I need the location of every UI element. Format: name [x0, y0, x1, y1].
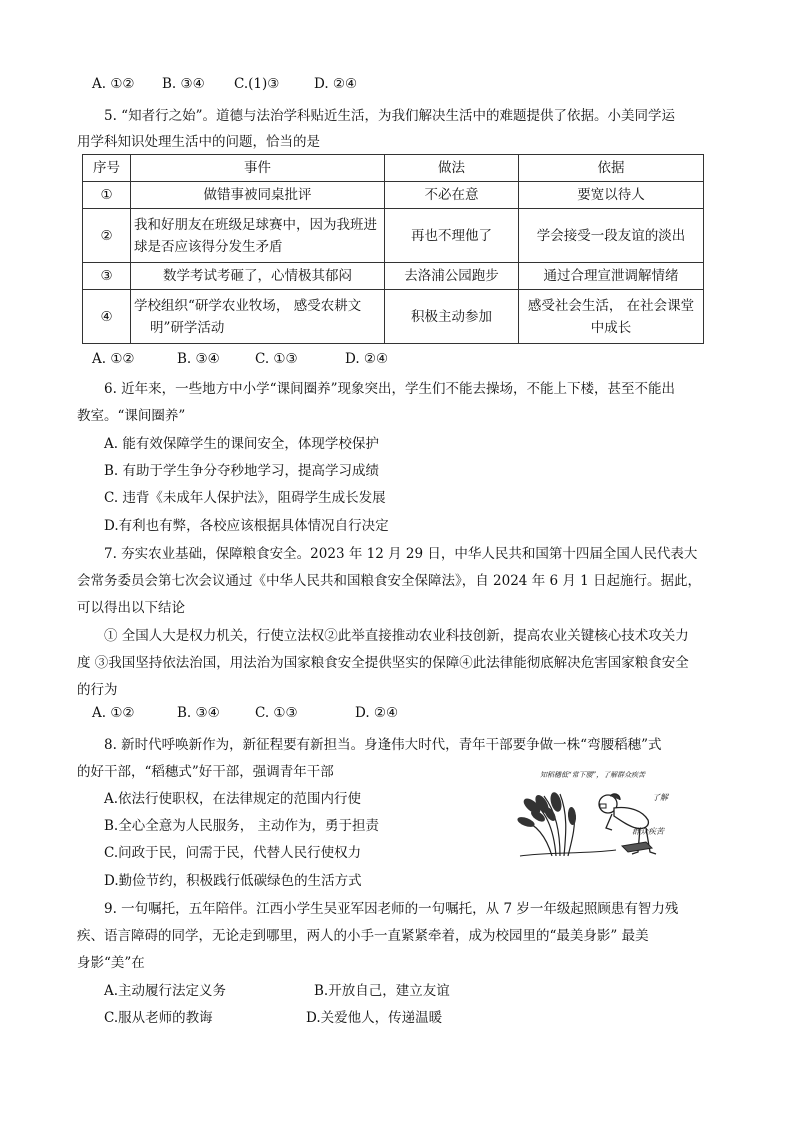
rice-plant-and-person-icon — [516, 770, 706, 858]
q5-stem-line2: 用学科知识处理生活中的问题，恰当的是 — [77, 134, 320, 150]
row-basis: 要宽以待人 — [519, 182, 704, 209]
q9-option-a: A.主动履行法定义务 — [104, 983, 227, 999]
header-basis: 依据 — [519, 155, 704, 182]
table-row — [83, 182, 704, 209]
q9-option-b: B.开放自己，建立友谊 — [314, 983, 450, 999]
row-event: 做错事被同桌批评 — [131, 182, 385, 209]
q6-option-c: C. 违背《未成年人保护法》，阻碍学生成长发展 — [104, 490, 386, 506]
q9-stem-line2: 疾、语言障碍的同学，无论走到哪里，两人的小手一直紧紧牵着，成为校园里的“最美身影” 最美 — [77, 928, 649, 944]
q4-option-d: D. ②④ — [314, 76, 358, 92]
q9-option-c: C.服从老师的教诲 — [104, 1010, 213, 1026]
cartoon-caption: 知稻穗低“常下腰”，了解群众疾苦 — [540, 771, 646, 779]
q4-option-a: A. ①② — [92, 76, 135, 92]
q6-option-a: A. 能有效保障学生的课间安全，体现学校保护 — [104, 436, 379, 452]
row-basis: 学会接受一段友谊的淡出 — [519, 209, 704, 263]
q5-table — [82, 154, 704, 344]
q5-option-c: C. ①③ — [255, 351, 298, 367]
cartoon-label-people-hardship: 群众疾苦 — [632, 827, 664, 836]
q7-option-d: D. ②④ — [355, 705, 399, 721]
q8-option-a: A.依法行使职权，在法律规定的范围内行使 — [104, 791, 362, 807]
row-event — [131, 209, 385, 263]
table-header-row — [83, 155, 704, 182]
q9-stem-line1: 9. 一句嘱托，五年陪伴。江西小学生吴亚军因老师的一句嘱托，从 7 岁一年级起照顾患有智力残 — [104, 901, 679, 917]
q6-stem-line1: 6. 近年来，一些地方中小学“课间圈养”现象突出，学生们不能去操场，不能上下楼，甚至不能出 — [104, 381, 675, 397]
q8-stem-line1: 8. 新时代呼唤新作为，新征程要有新担当。身逢伟大时代，青年干部要争做一株“弯腰稻穗”式 — [104, 737, 662, 753]
q9-stem-line3: 身影“美”在 — [77, 955, 145, 971]
q7-stem-line3: 可以得出以下结论 — [77, 600, 185, 616]
q6-option-d: D.有利也有弊，各校应该根据具体情况自行决定 — [104, 518, 389, 534]
header-event: 事件 — [131, 155, 385, 182]
q4-option-b: B. ③④ — [162, 76, 205, 92]
header-no: 序号 — [83, 155, 131, 182]
q5-option-d: D. ②④ — [345, 351, 389, 367]
row-event-line: 学校组织“研学农业牧场， 感受农耕文 — [134, 297, 362, 314]
q7-option-a: A. ①② — [92, 705, 135, 721]
row-action: 去洛浦公园跑步 — [385, 263, 519, 290]
q5-stem-line1: 5. “知者行之始”。道德与法治学科贴近生活，为我们解决生活中的难题提供了依据。小美同学运 — [104, 108, 675, 124]
q5-option-b: B. ③④ — [177, 351, 220, 367]
q6-option-b: B. 有助于学生争分夺秒地学习，提高学习成绩 — [104, 463, 380, 479]
row-basis — [519, 290, 704, 344]
row-event-line: 明”研学活动 — [150, 319, 225, 336]
rice-cartoon-illustration — [516, 770, 706, 858]
table-row — [83, 290, 704, 344]
q7-stem-line2: 会常务委员会第七次会议通过《中华人民共和国粮食安全保障法》，自 2024 年 6 月 1 日起施行。据此， — [77, 573, 702, 589]
row-no: ② — [83, 209, 131, 263]
q8-option-d: D.勤俭节约，积极践行低碳绿色的生活方式 — [104, 873, 362, 889]
q9-option-d: D.关爱他人，传递温暖 — [306, 1010, 443, 1026]
row-no: ③ — [83, 263, 131, 290]
row-action: 再也不理他了 — [385, 209, 519, 263]
table-row — [83, 209, 704, 263]
row-basis-line: 中成长 — [590, 319, 632, 336]
cartoon-label-understand: 了解 — [652, 793, 668, 802]
q8-stem-line2: 的好干部，“稻穗式”好干部，强调青年干部 — [77, 764, 334, 780]
q4-options — [92, 76, 357, 92]
q8-option-b: B.全心全意为人民服务， 主动作为，勇于担责 — [104, 818, 380, 834]
row-action: 积极主动参加 — [385, 290, 519, 344]
q7-options — [92, 705, 398, 721]
row-basis: 通过合理宣泄调解情绪 — [519, 263, 704, 290]
row-event — [131, 290, 385, 344]
q7-statement-line2: 度 ③我国坚持依法治国，用法治为国家粮食安全提供坚实的保障④此法律能彻底解决危害国家粮食安全 — [77, 655, 689, 671]
table-row — [83, 263, 704, 290]
q5-option-a: A. ①② — [92, 351, 135, 367]
q7-statement-line3: 的行为 — [77, 682, 118, 698]
row-no: ④ — [83, 290, 131, 344]
q7-stem-line1: 7. 夯实农业基础，保障粮食安全。2023 年 12 月 29 日，中华人民共和国第十四届全国人民代表大 — [104, 546, 698, 562]
row-event: 数学考试考砸了，心情极其郁闷 — [131, 263, 385, 290]
q6-stem-line2: 教室。“课间圈养” — [77, 408, 186, 424]
q8-option-c: C.问政于民，问需于民，代替人民行使权力 — [104, 845, 362, 861]
row-event-line: 我和好朋友在班级足球赛中，因为我班进 — [134, 216, 377, 233]
header-action: 做法 — [385, 155, 519, 182]
row-basis-line: 感受社会生活， 在社会课堂 — [527, 297, 695, 314]
row-no: ① — [83, 182, 131, 209]
row-action: 不必在意 — [385, 182, 519, 209]
q7-option-b: B. ③④ — [177, 705, 220, 721]
q7-option-c: C. ①③ — [255, 705, 298, 721]
q5-options — [92, 351, 388, 367]
row-event-line: 球是否应该得分发生矛盾 — [134, 238, 283, 255]
q7-statement-line1: ① 全国人大是权力机关，行使立法权②此举直接推动农业科技创新，提高农业关键核心技术攻关力 — [104, 628, 689, 644]
q4-option-c: C.(1)③ — [234, 76, 280, 92]
